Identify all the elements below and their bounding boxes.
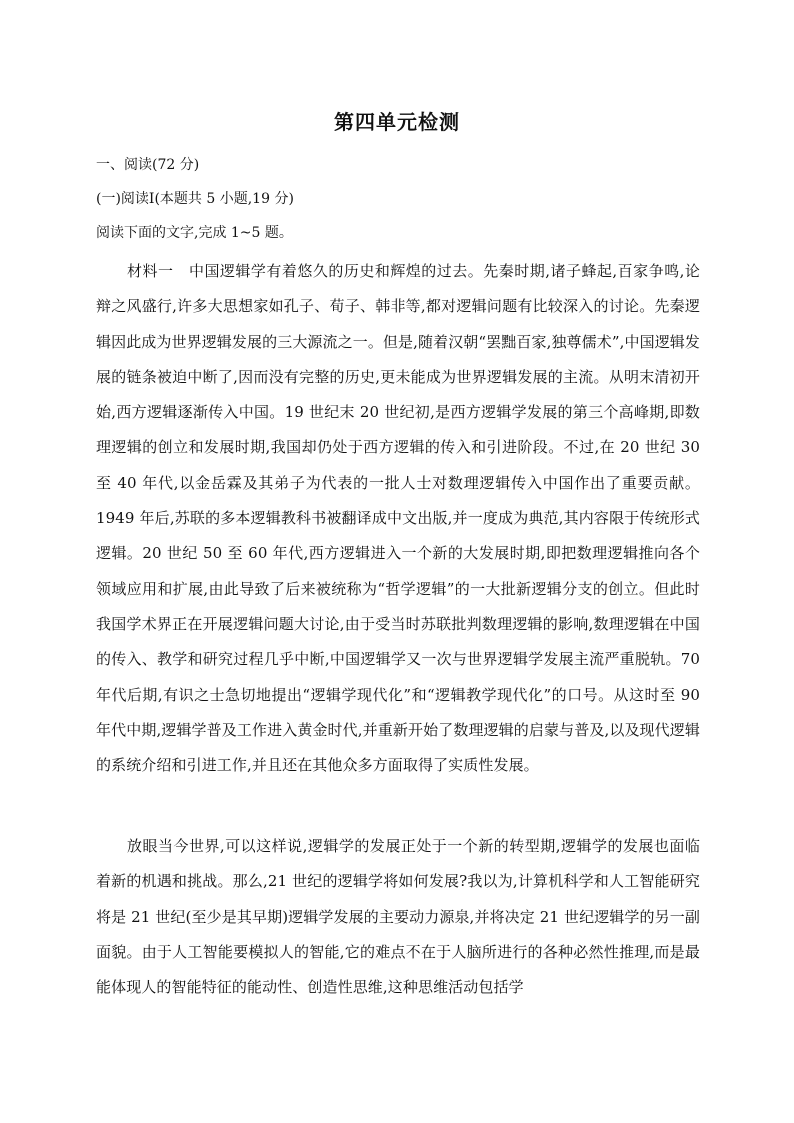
section-heading: 一、阅读(72 分) [96, 157, 200, 173]
passage-paragraph-1 [96, 254, 700, 783]
reading-instruction: 阅读下面的文字,完成 1~5 题。 [96, 225, 293, 241]
document-title: 第四单元检测 [334, 110, 460, 134]
passage-paragraph-2 [96, 829, 700, 1005]
paragraph-text: 放眼当今世界,可以这样说,逻辑学的发展正处于一个新的转型期,逻辑学的发展也面临着新的机遇和挑战。那么,21 世纪的逻辑学将如何发展?我以为,计算机科学和人工智能研究将是 21 世纪(至少是其早期)逻辑学发展的主要动力源泉,并将决定 21 世纪逻辑学的另一副面貌。由于人工智能要模拟人的智能,它的难点不在于人脑所进行的各种必然性推理,而是最能体现人的智能特征的能动性、创造性思维,这种思维活动包括学 [96, 837, 700, 997]
subsection-heading: (一)阅读Ⅰ(本题共 5 小题,19 分) [96, 191, 294, 207]
paragraph-text: 材料一 中国逻辑学有着悠久的历史和辉煌的过去。先秦时期,诸子蜂起,百家争鸣,论辩之风盛行,许多大思想家如孔子、荀子、韩非等,都对逻辑问题有比较深入的讨论。先秦逻辑因此成为世界逻辑发展的三大源流之一。但是,随着汉朝“罢黜百家,独尊儒术”,中国逻辑发展的链条被迫中断了,因而没有完整的历史,更未能成为世界逻辑发展的主流。从明末清初开始,西方逻辑逐渐传入中国。19 世纪末 20 世纪初,是西方逻辑学发展的第三个高峰期,即数理逻辑的创立和发展时期,我国却仍处于西方逻辑的传入和引进阶段。不过,在 20 世纪 30 至 40 年代,以金岳霖及其弟子为代表的一批人士对数理逻辑传入中国作出了重要贡献。1949 年后,苏联的多本逻辑教科书被翻译成中文出版,并一度成为典范,其内容限于传统形式逻辑。20 世纪 50 至 60 年代,西方逻辑进入一个新的大发展时期,即把数理逻辑推向各个领域应用和扩展,由此导致了后来被统称为“哲学逻辑”的一大批新逻辑分支的创立。但此时我国学术界正在开展逻辑问题大讨论,由于受当时苏联批判数理逻辑的影响,数理逻辑在中国的传入、教学和研究过程几乎中断,中国逻辑学又一次与世界逻辑学发展主流严重脱轨。70 年代后期,有识之士急切地提出“逻辑学现代化”和“逻辑教学现代化”的口号。从这时至 90 年代中期,逻辑学普及工作进入黄金时代,并重新开始了数理逻辑的启蒙与普及,以及现代逻辑的系统介绍和引进工作,并且还在其他众多方面取得了实质性发展。 [96, 262, 700, 775]
